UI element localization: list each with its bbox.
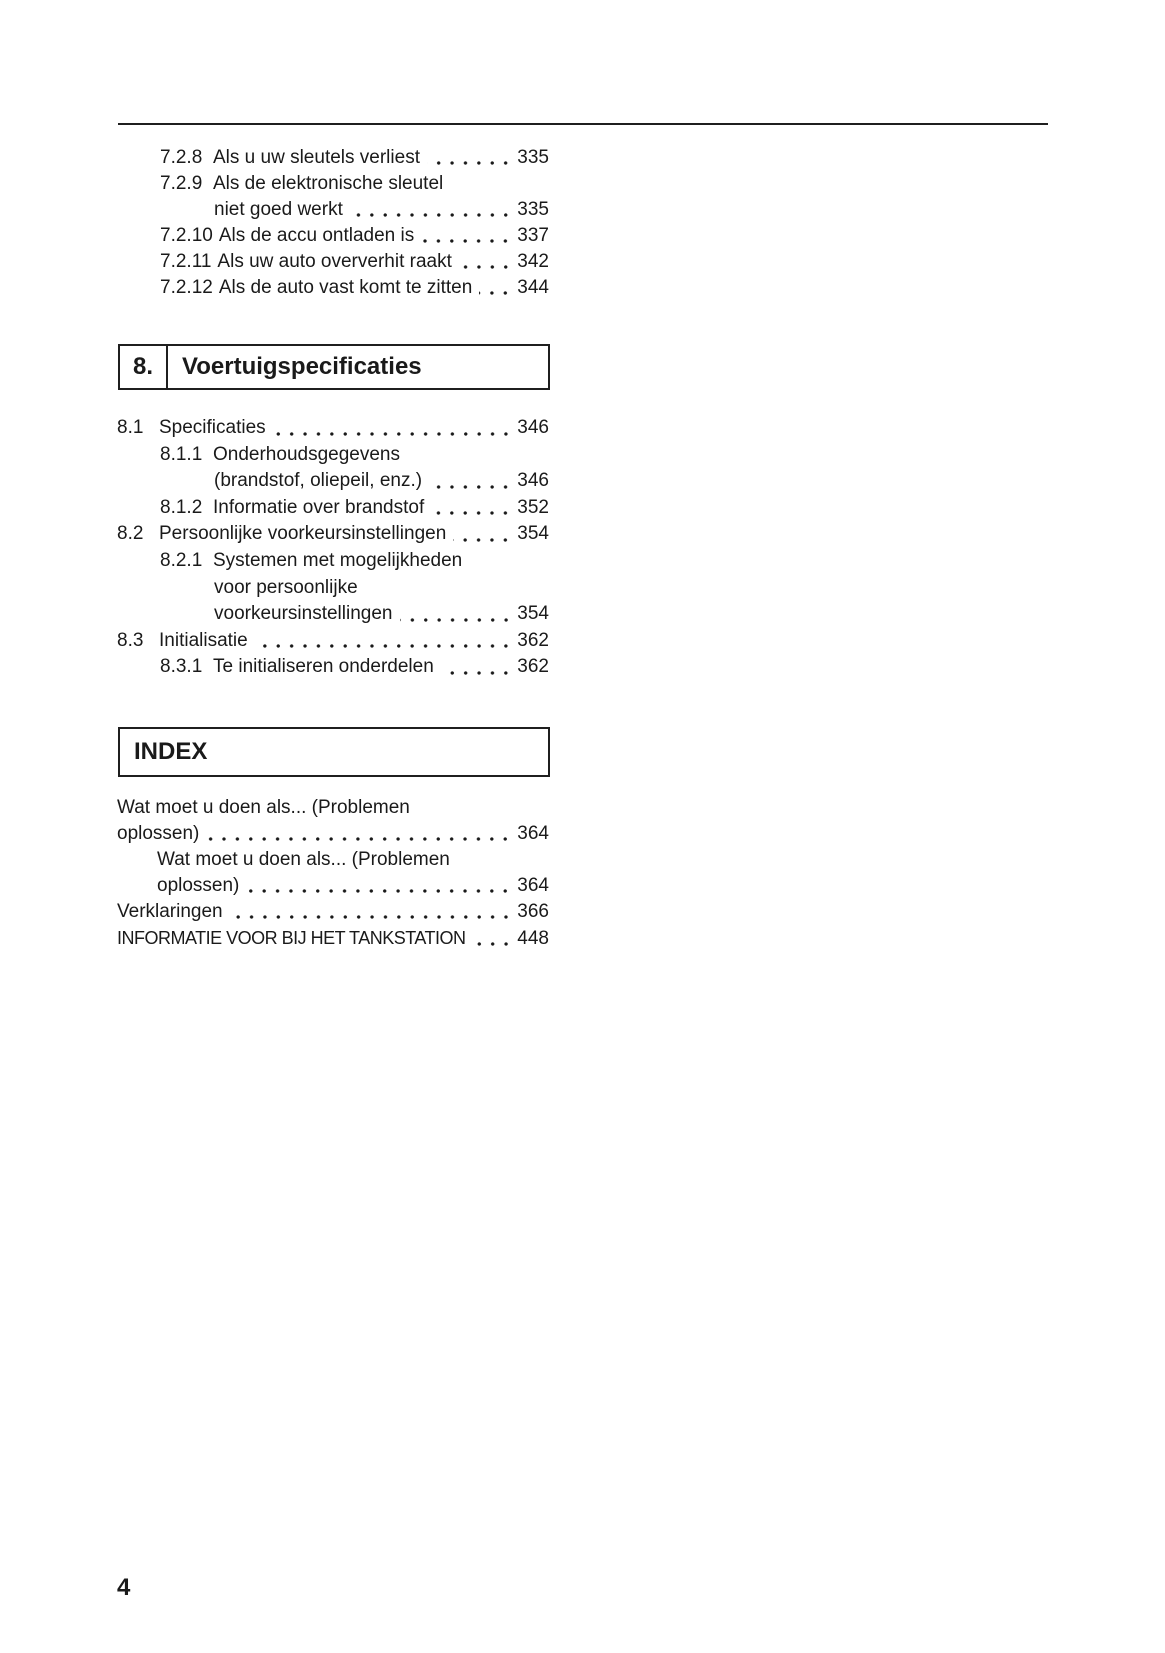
dot-leader — [473, 942, 513, 946]
toc-entry — [117, 548, 549, 575]
toc-entry — [117, 654, 549, 681]
toc-entry-label: Systemen met mogelijkheden — [213, 549, 463, 571]
toc-entry-page: 362 — [517, 629, 549, 651]
dot-leader — [350, 213, 512, 217]
chapter-number: 8. — [120, 346, 168, 388]
dot-leader — [453, 538, 512, 542]
toc-entry-label: Als de elektronische sleutel — [213, 173, 444, 194]
toc-entry-label: Als de accu ontladen is — [218, 225, 415, 246]
toc-entry-number: 7.2.8 — [160, 147, 203, 168]
toc-entry-page: 354 — [517, 523, 549, 545]
toc-entry-label: Wat moet u doen als... (Problemen — [157, 849, 450, 870]
toc-entry-continued — [117, 601, 549, 628]
toc-entry — [117, 521, 549, 548]
toc-section-index — [117, 795, 549, 952]
toc-entry-page: 362 — [517, 656, 549, 678]
toc-entry-label: niet goed werkt — [214, 199, 343, 220]
toc-entry-page: 337 — [517, 225, 549, 246]
toc-entry-label: Initialisatie — [159, 629, 248, 651]
toc-entry-label: Specificaties — [159, 417, 266, 438]
page-number: 4 — [117, 1574, 131, 1601]
toc-entry-number: 8.1 — [117, 417, 144, 438]
dot-leader — [441, 671, 513, 675]
toc-entry-label: oplossen) — [157, 875, 240, 896]
dot-leader — [427, 161, 512, 165]
toc-entry-label: Als u uw sleutels verliest — [213, 147, 420, 168]
toc-section-7-continuation — [117, 145, 549, 301]
chapter-title: Voertuigspecificaties — [182, 353, 422, 380]
toc-entry — [117, 495, 549, 522]
dot-leader — [479, 291, 512, 295]
dot-leader — [206, 837, 512, 841]
toc-entry — [117, 442, 549, 469]
toc-entry — [117, 795, 549, 821]
index-heading-box — [118, 727, 550, 777]
toc-entry-label: voorkeursinstellingen — [214, 603, 393, 625]
dot-leader — [273, 432, 513, 436]
toc-entry — [117, 223, 549, 249]
toc-entry-label: voor persoonlijke — [214, 576, 358, 598]
toc-entry-page: 346 — [517, 417, 549, 438]
toc-entry — [117, 171, 549, 197]
toc-entry-label: oplossen) — [117, 823, 200, 844]
toc-entry-continued — [117, 197, 549, 223]
toc-entry-page: 366 — [517, 901, 549, 922]
toc-entry-number: 7.2.10 — [160, 225, 213, 246]
toc-entry — [117, 847, 549, 873]
toc-entry-continued — [117, 821, 549, 847]
toc-entry-label: Als uw auto oververhit raakt — [217, 251, 452, 272]
chapter-8-heading-box — [118, 344, 550, 390]
dot-leader — [400, 618, 513, 622]
toc-entry-label: Verklaringen — [117, 901, 223, 922]
toc-entry-number: 8.3.1 — [160, 656, 203, 678]
toc-entry-continued — [117, 575, 549, 602]
toc-entry-page: 335 — [517, 147, 549, 168]
dot-leader — [421, 239, 512, 243]
toc-entry-page: 354 — [517, 603, 549, 625]
toc-entry — [117, 249, 549, 275]
dot-leader — [459, 265, 512, 269]
toc-entry-label: (brandstof, oliepeil, enz.) — [214, 470, 423, 492]
toc-entry-page: 335 — [517, 199, 549, 220]
top-rule — [118, 123, 1048, 125]
toc-entry-label: Persoonlijke voorkeursinstellingen — [159, 523, 447, 545]
toc-entry-number: 8.2.1 — [160, 549, 203, 571]
toc-entry-page: 342 — [517, 251, 549, 272]
toc-entry-page: 364 — [517, 823, 549, 844]
dot-leader — [230, 915, 513, 919]
toc-entry-page: 364 — [517, 875, 549, 896]
toc-entry-page: 344 — [517, 277, 549, 298]
toc-entry-number: 7.2.11 — [160, 251, 212, 272]
toc-entry-continued — [117, 468, 549, 495]
toc-section-8 — [117, 415, 549, 681]
toc-entry-page: 346 — [517, 470, 549, 492]
toc-entry-page: 448 — [517, 928, 549, 949]
toc-entry-number: 8.1.2 — [160, 496, 203, 518]
toc-entry — [117, 628, 549, 655]
toc-entry-page: 352 — [517, 496, 549, 518]
toc-entry-number: 7.2.9 — [160, 173, 203, 194]
toc-entry — [117, 925, 549, 952]
toc-entry-continued — [117, 873, 549, 899]
toc-entry-label: Wat moet u doen als... (Problemen — [117, 797, 410, 818]
toc-entry — [117, 899, 549, 925]
toc-entry-label: Te initialiseren onderdelen — [213, 656, 434, 678]
toc-entry — [117, 275, 549, 301]
toc-entry-label: Informatie over brandstof — [213, 496, 425, 518]
toc-entry-number: 8.1.1 — [160, 443, 203, 465]
dot-leader — [246, 889, 512, 893]
toc-entry-number: 7.2.12 — [160, 277, 213, 298]
dot-leader — [429, 485, 512, 489]
toc-entry-number: 8.2 — [117, 523, 144, 545]
toc-entry — [117, 145, 549, 171]
toc-entry-label: Als de auto vast komt te zitten — [218, 277, 473, 298]
toc-entry-label: Onderhoudsgegevens — [213, 443, 400, 465]
toc-entry — [117, 415, 549, 442]
toc-entry-label: INFORMATIE VOOR BIJ HET TANKSTATION — [117, 928, 466, 948]
dot-leader — [431, 511, 512, 515]
dot-leader — [255, 644, 513, 648]
index-title: INDEX — [134, 738, 208, 765]
toc-entry-number: 8.3 — [117, 629, 144, 651]
